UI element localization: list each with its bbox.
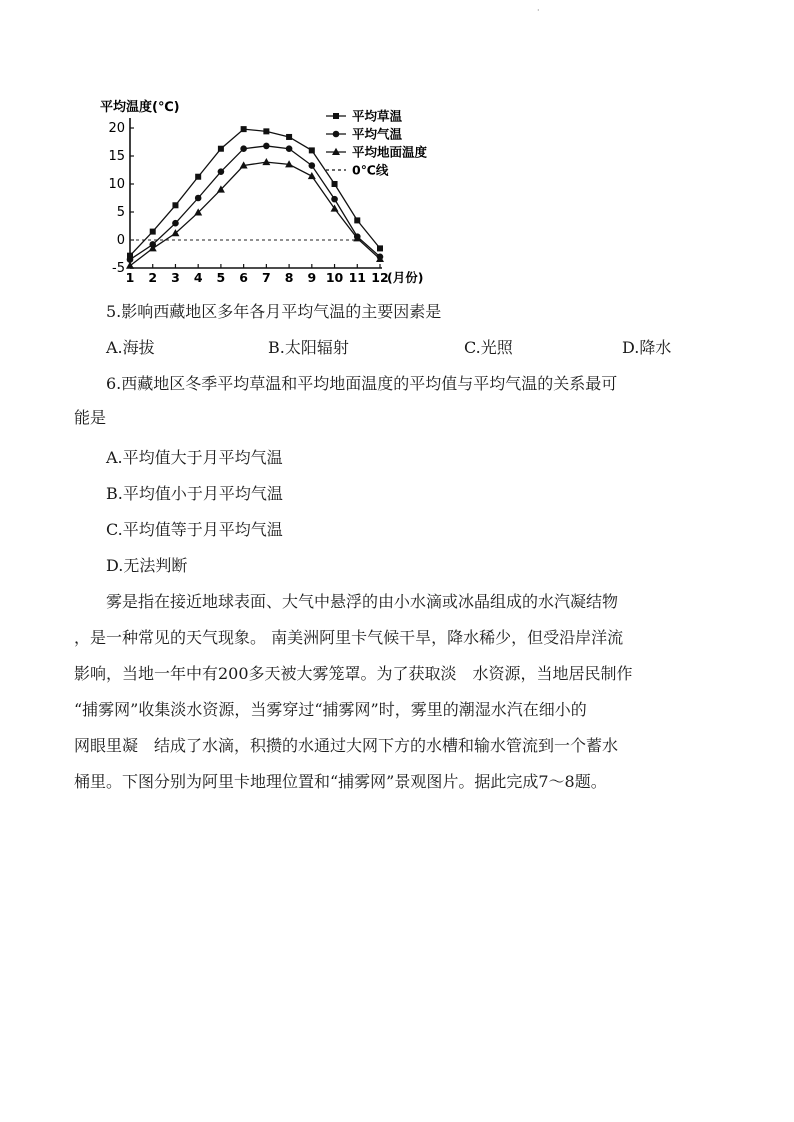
data-point (218, 146, 224, 152)
data-point (263, 128, 269, 134)
data-point (195, 174, 201, 180)
option-5b: B.太阳辐射 (268, 338, 349, 357)
legend-label: 0℃线 (352, 162, 389, 178)
data-point (241, 126, 247, 132)
legend-label: 平均草温 (352, 108, 403, 124)
y-tick-label: -5 (112, 261, 125, 276)
data-point (309, 162, 316, 169)
data-point (172, 202, 178, 208)
data-point (377, 245, 383, 251)
x-axis-label: (月份) (387, 270, 424, 285)
temperature-chart (100, 96, 460, 291)
data-point (262, 158, 270, 165)
x-tick-label: 9 (307, 270, 317, 285)
passage-line: 影响，当地一年中有200多天被大雾笼罩。为了获取淡 水资源，当地居民制作 (74, 664, 633, 683)
question-5-options (0, 336, 794, 360)
passage (74, 590, 734, 810)
legend-marker (333, 113, 339, 119)
data-point (126, 262, 134, 269)
x-tick-label: 2 (148, 270, 158, 285)
passage-line: 网眼里凝 结成了水滴，积攒的水通过大网下方的水槽和输水管流到一个蓄水 (74, 736, 619, 755)
y-tick-label: 15 (108, 149, 125, 164)
x-tick-label: 3 (171, 270, 180, 285)
y-tick-label: 20 (108, 121, 125, 136)
data-point (331, 196, 338, 203)
passage-line: “捕雾网”收集淡水资源，当雾穿过“捕雾网”时，雾里的潮湿水汽在细小的 (74, 700, 587, 719)
x-tick-label: 6 (239, 270, 248, 285)
y-tick-label: 5 (116, 205, 125, 220)
data-point (286, 134, 292, 140)
option-6a: A.平均值大于月平均气温 (106, 448, 283, 467)
option-6d: D.无法判断 (106, 556, 188, 575)
option-5c: C.光照 (464, 338, 513, 357)
series-1 (127, 126, 383, 259)
option-6c: C.平均值等于月平均气温 (106, 520, 283, 539)
data-point (354, 217, 360, 223)
y-tick-label: 10 (108, 177, 125, 192)
x-tick-label: 4 (193, 270, 203, 285)
x-tick-label: 10 (325, 270, 344, 285)
data-point (150, 229, 156, 235)
y-axis-label: 平均温度(℃) (100, 100, 180, 115)
x-tick-label: 12 (371, 270, 389, 285)
data-point (309, 147, 315, 153)
data-point (332, 181, 338, 187)
series-line (130, 129, 380, 256)
passage-line: 雾是指在接近地球表面、大气中悬浮的由小水滴或冰晶组成的水汽凝结物 (106, 592, 619, 611)
x-tick-label: 5 (216, 270, 226, 285)
option-6b: B.平均值小于月平均气温 (106, 484, 283, 503)
question-6-stem-line1: 6.西藏地区冬季平均草温和平均地面温度的平均值与平均气温的关系最可 (106, 374, 618, 393)
option-5d: D.降水 (622, 338, 672, 357)
question-6-stem-line2: 能是 (74, 408, 107, 427)
x-tick-label: 11 (348, 270, 366, 285)
option-5a: A.海拔 (106, 338, 155, 357)
x-tick-label: 8 (284, 270, 294, 285)
data-point (308, 172, 316, 179)
header-mark: · (537, 6, 540, 15)
x-tick-label: 1 (125, 270, 135, 285)
temperature-line-chart (100, 96, 460, 291)
data-point (286, 145, 293, 152)
data-point (195, 195, 202, 202)
question-5-stem: 5.影响西藏地区多年各月平均气温的主要因素是 (106, 302, 442, 321)
y-tick-label: 0 (116, 233, 125, 248)
passage-line: 桶里。下图分别为阿里卡地理位置和“捕雾网”景观图片。据此完成7～8题。 (74, 772, 607, 791)
series-3 (126, 158, 384, 269)
legend-label: 平均气温 (352, 126, 403, 142)
series-line (130, 146, 380, 260)
legend-label: 平均地面温度 (352, 144, 428, 160)
x-tick-label: 7 (262, 270, 271, 285)
series-2 (127, 143, 384, 263)
data-point (172, 220, 179, 227)
data-point (218, 168, 225, 175)
legend-marker (333, 131, 340, 138)
passage-line: ，是一种常见的天气现象。 南美洲阿里卡气候干旱，降水稀少，但受沿岸洋流 (74, 628, 624, 647)
data-point (240, 145, 247, 152)
data-point (263, 143, 270, 150)
